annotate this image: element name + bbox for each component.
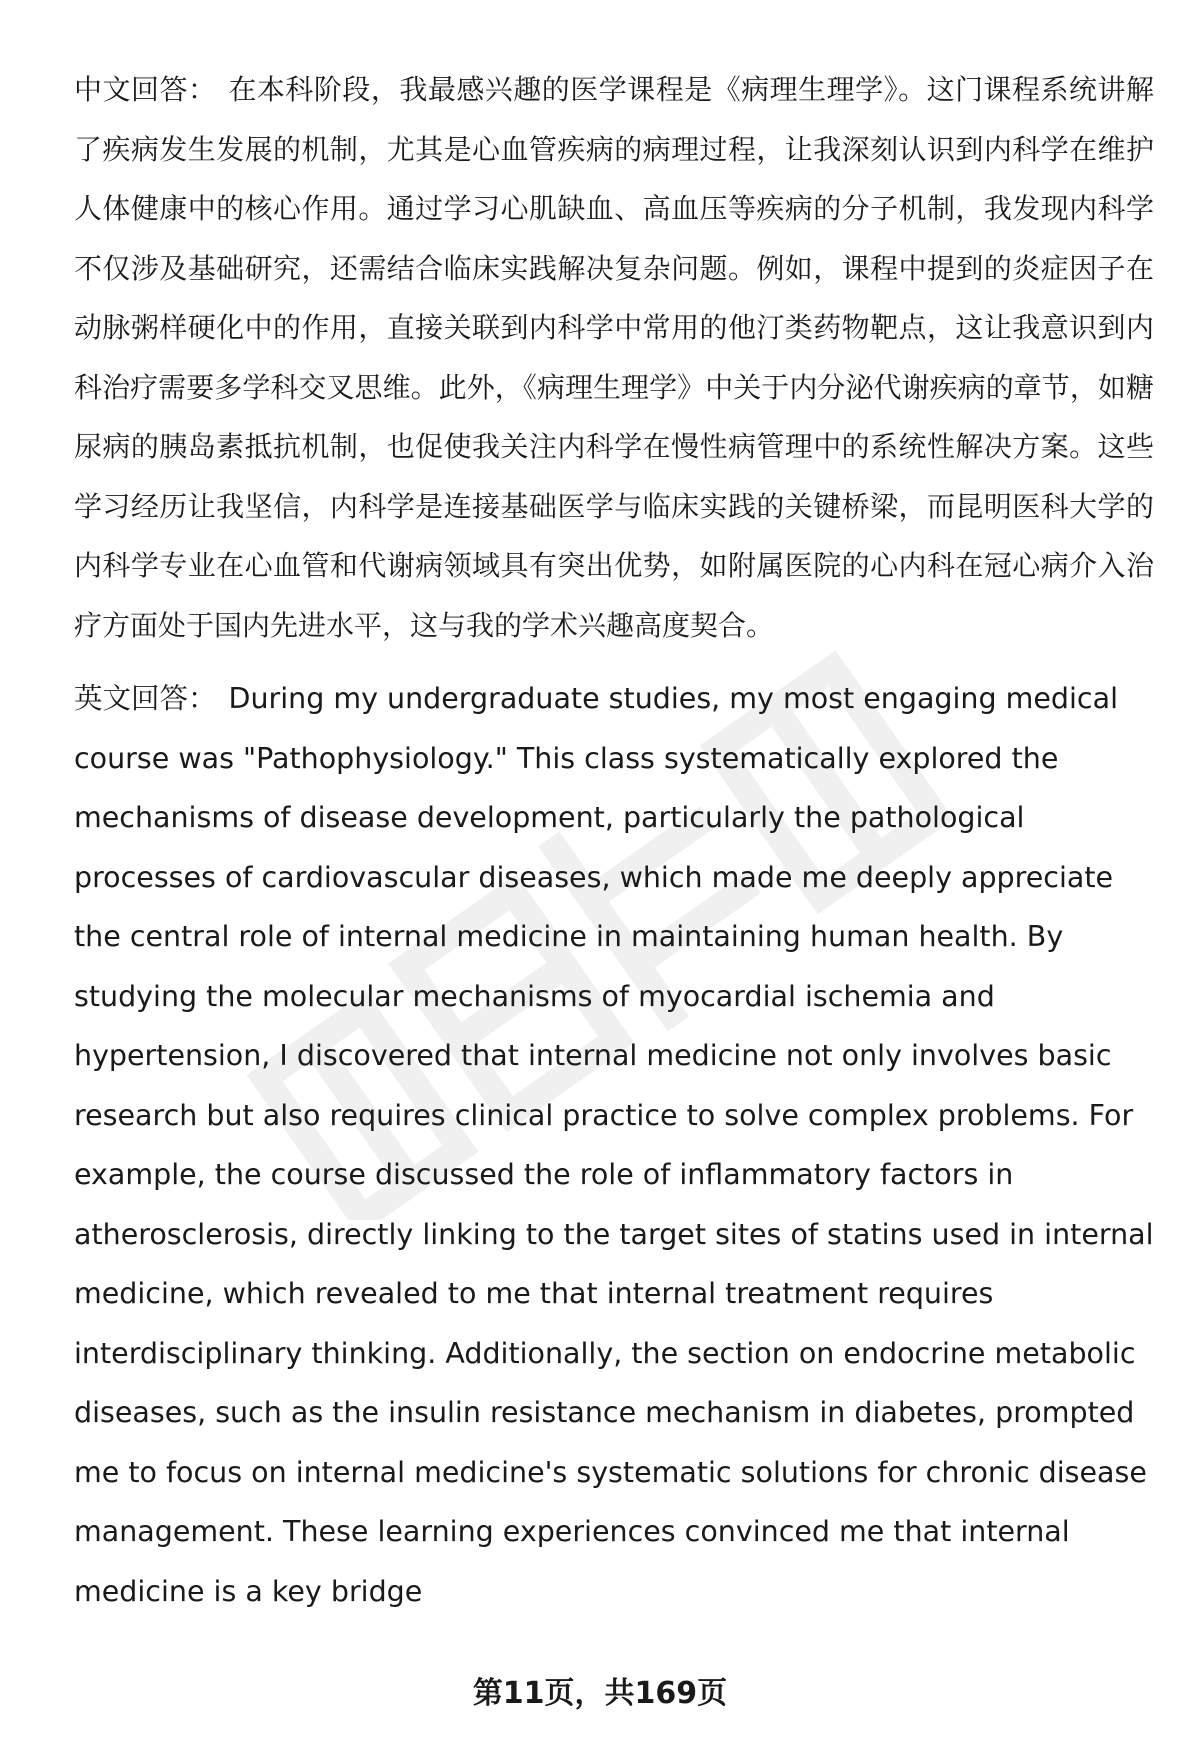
document-body (74, 60, 1154, 1621)
chinese-answer-paragraph (74, 60, 1154, 655)
english-answer-label: 英文回答： (74, 682, 217, 715)
page-footer: 第11页，共169页 (472, 1676, 728, 1711)
english-answer-text: During my undergraduate studies, my most engaging medical course was "Pathophysiology." This class systematically explored the mechanisms of disease development, particularly the pathological processes of cardiovascular diseases, which made me deeply appreciate the central role of internal medicine in maintaining human health. By studying the molecular mechanisms of myocardial ischemia and hypertension, I discovered that internal medicine not only involves basic research but also requires clinical practice to solve complex problems. For example, the course discussed the role of inflammatory factors in atherosclerosis, directly linking to the target sites of statins used in internal medicine, which revealed to me that internal treatment requires interdisciplinary thinking. Additionally, the section on endocrine metabolic diseases, such as the insulin resistance mechanism in diabetes, prompted me to focus on internal medicine's systematic solutions for chronic disease management. These learning experiences convinced me that internal medicine is a key bridge (74, 682, 1154, 1608)
chinese-answer-label: 中文回答： (74, 73, 217, 106)
english-answer-paragraph (74, 669, 1154, 1621)
chinese-answer-text: 在本科阶段，我最感兴趣的医学课程是《病理生理学》。这门课程系统讲解了疾病发生发展的机制，尤其是心血管疾病的病理过程，让我深刻认识到内科学在维护人体健康中的核心作用。通过学习心肌缺血、高血压等疾病的分子机制，我发现内科学不仅涉及基础研究，还需结合临床实践解决复杂问题。例如，课程中提到的炎症因子在动脉粥样硬化中的作用，直接关联到内科学中常用的他汀类药物靶点，这让我意识到内科治疗需要多学科交叉思维。此外，《病理生理学》中关于内分泌代谢疾病的章节，如糖尿病的胰岛素抵抗机制，也促使我关注内科学在慢性病管理中的系统性解决方案。这些学习经历让我坚信，内科学是连接基础医学与临床实践的关键桥梁，而昆明医科大学的内科学专业在心血管和代谢病领域具有突出优势，如附属医院的心内科在冠心病介入治疗方面处于国内先进水平，这与我的学术兴趣高度契合。 (74, 73, 1154, 642)
